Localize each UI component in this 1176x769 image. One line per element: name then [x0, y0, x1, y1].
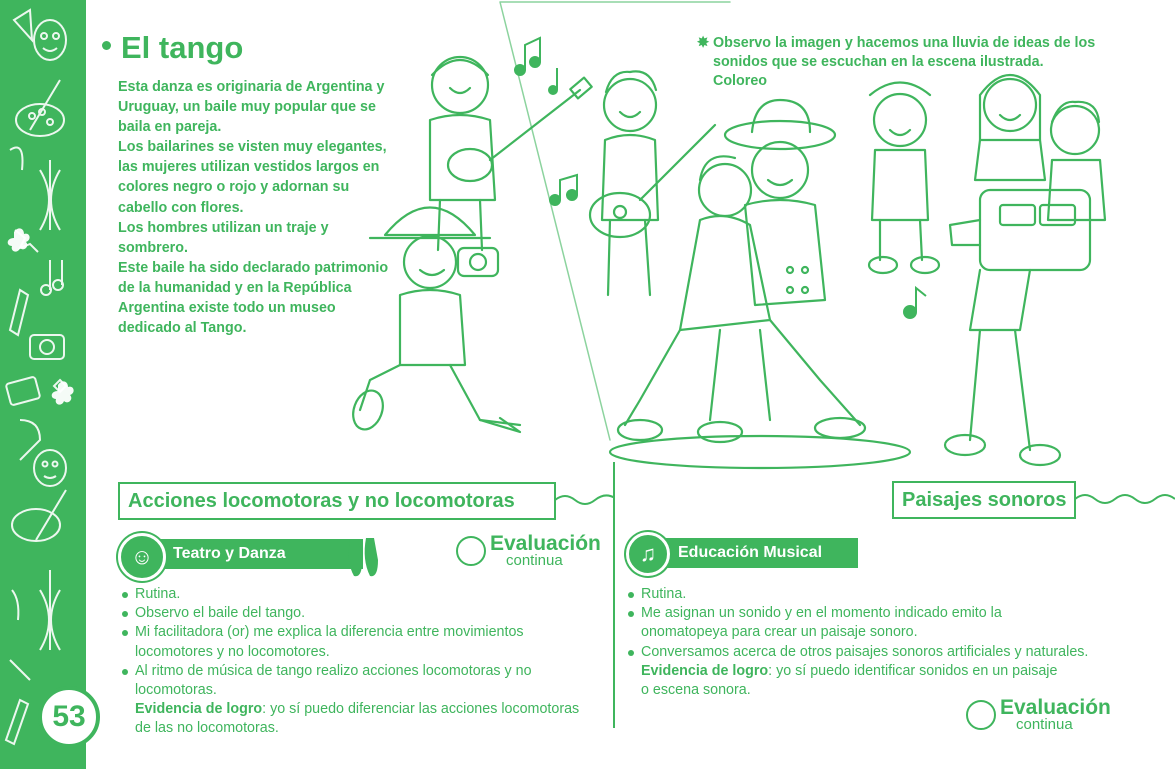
- bullet-dot-icon: [102, 41, 111, 50]
- evaluation-subtitle: continua: [506, 552, 563, 569]
- page-number: 53: [38, 686, 100, 748]
- intro-line: sombrero.: [118, 239, 188, 256]
- banner-teatro-danza: [133, 539, 363, 569]
- evidence-line: [121, 700, 601, 719]
- evaluation-badge-right: [1000, 698, 1111, 732]
- right-activity-list: [627, 585, 1127, 700]
- list-item: Al ritmo de música de tango realizo acciones locomotoras y no: [121, 662, 601, 681]
- intro-line: Uruguay, un baile muy popular que se: [118, 99, 376, 116]
- evidence-line-2: de las no locomotoras.: [135, 720, 279, 737]
- evaluation-icon: [966, 700, 996, 730]
- rope-decoration: [555, 488, 615, 512]
- evaluation-subtitle: continua: [1016, 716, 1073, 733]
- intro-line: dedicado al Tango.: [118, 320, 247, 337]
- evidence-label: Evidencia de logro: [641, 662, 769, 679]
- evaluation-badge-left: [490, 534, 601, 568]
- section-heading-text: Acciones locomotoras y no locomotoras: [128, 490, 515, 512]
- ballet-shoes-icon: [342, 532, 384, 580]
- evaluation-icon: [456, 536, 486, 566]
- list-item-continuation: onomatopeya para crear un paisaje sonoro.: [641, 624, 918, 641]
- intro-line: Este baile ha sido declarado patrimonio: [118, 259, 389, 276]
- banner-label: Teatro y Danza: [173, 545, 286, 562]
- sidebar-doodles: [0, 0, 86, 769]
- evidence-line: [627, 662, 1127, 681]
- evidence-text: : yo sí puedo identificar sonidos en un paisaje: [768, 662, 1058, 679]
- list-item: Mi facilitadora (or) me explica la diferencia entre movimientos: [121, 623, 601, 642]
- section-heading-paisajes: [892, 481, 1076, 519]
- intro-line: Esta danza es originaria de Argentina y: [118, 79, 385, 95]
- page-title: [102, 30, 243, 66]
- prompt-line-1: Observo la imagen y hacemos una lluvia de ideas de los: [712, 35, 1096, 51]
- list-item: Me asignan un sonido y en el momento indicado emito la: [627, 604, 1127, 623]
- rope-decoration: [1075, 487, 1175, 511]
- star-icon: ✸: [697, 35, 709, 51]
- list-item: Observo el baile del tango.: [121, 604, 601, 623]
- prompt-line-2: sonidos que se escuchan en la escena ilustrada. Coloreo: [713, 54, 1044, 89]
- evidence-line-2: o escena sonora.: [641, 682, 751, 699]
- section-heading-locomotoras: [118, 482, 556, 520]
- list-item-continuation: locomotores y no locomotores.: [135, 643, 330, 660]
- intro-line: cabello con flores.: [118, 199, 244, 216]
- page-title-text: El tango: [121, 30, 244, 65]
- intro-line: las mujeres utilizan vestidos largos en: [118, 159, 380, 176]
- list-item: Rutina.: [121, 585, 601, 604]
- evidence-text: : yo sí puedo diferenciar las acciones locomotoras: [262, 701, 580, 718]
- left-activity-list: [121, 585, 601, 739]
- intro-line: baila en pareja.: [118, 119, 222, 136]
- intro-line: Los hombres utilizan un traje y: [118, 219, 329, 236]
- banner-label: Educación Musical: [678, 544, 823, 561]
- intro-line: Los bailarines se visten muy elegantes,: [118, 139, 387, 156]
- intro-line: colores negro o rojo y adornan su: [118, 179, 350, 196]
- list-item-continuation: locomotoras.: [135, 682, 217, 699]
- tango-scene-illustration: [340, 0, 1120, 475]
- evaluation-title: Evaluación: [490, 532, 601, 555]
- evidence-label: Evidencia de logro: [135, 701, 263, 718]
- decorative-sidebar: [0, 0, 86, 769]
- theater-masks-icon: ☺: [118, 533, 166, 581]
- intro-line: Argentina existe todo un museo: [118, 300, 336, 317]
- music-note-icon: ♫: [626, 532, 670, 576]
- intro-line: de la humanidad y en la República: [118, 279, 352, 296]
- list-item: Rutina.: [627, 585, 1127, 604]
- evaluation-title: Evaluación: [1000, 696, 1111, 719]
- section-heading-text: Paisajes sonoros: [902, 489, 1067, 511]
- list-item: Conversamos acerca de otros paisajes sonoros artificiales y naturales.: [627, 643, 1127, 662]
- banner-educacion-musical: [658, 538, 858, 568]
